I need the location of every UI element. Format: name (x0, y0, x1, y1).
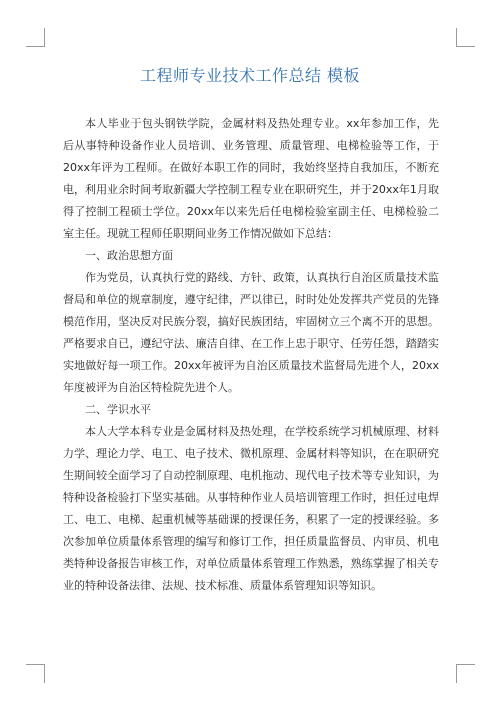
document-body (63, 113, 439, 597)
crop-mark-top-left (26, 28, 45, 47)
section-heading-academic: 二、学识水平 (85, 403, 151, 416)
crop-mark-bottom-right (456, 664, 475, 683)
paragraph-political: 作为党员，认真执行党的路线、方针、政策，认真执行自治区质量技术监督局和单位的规章制度，遵守纪律，严以律已，时时处处发挥共产党员的先锋模范作用，坚决反对民族分裂，搞好民族团结，牢固树立三个离不开的思想。严格要求自已，遵纪守法、廉洁自律、在工作上忠于职守、任劳任怨，踏踏实实地做好每一项工作。20xx年被评为自治区质量技术监督局先进个人，20xx年度被评为自治区特检院先进个人。 (63, 271, 439, 394)
section-heading-political: 一、政治思想方面 (85, 249, 173, 262)
paragraph-intro: 本人毕业于包头钢铁学院，金属材料及热处理专业。xx年参加工作，先后从事特种设备作业人员培训、业务管理、质量管理、电梯检验等工作，于20xx年评为工程师。在做好本职工作的同时，我始终坚持自我加压，不断充电，利用业余时间考取新疆大学控制工程专业在职研究生，并于20xx年1月取得了控制工程硕士学位。20xx年以来先后任电梯检验室副主任、电梯检验二室主任。现就工程师任职期间业务工作情况做如下总结： (63, 117, 439, 240)
paragraph-academic: 本人大学本科专业是金属材料及热处理，在学校系统学习机械原理、材料力学、理论力学、电工、电子技术、微机原理、金属材料等知识，在在职研究生期间较全面学习了自动控制原理、电机拖动、现代电子技术等专业知识，为特种设备检验打下坚实基础。从事特种作业人员培训管理工作时，担任过电焊工、电工、电梯、起重机械等基础课的授课任务，积累了一定的授课经验。多次参加单位质量体系管理的编写和修订工作，担任质量监督员、内审员、机电类特种设备报告审核工作，对单位质量体系管理工作熟悉，熟练掌握了相关专业的特种设备法律、法规、技术标准、质量体系管理知识等知识。 (63, 425, 439, 592)
document-title: 工程师专业技术工作总结 模板 (139, 66, 361, 85)
crop-mark-bottom-left (26, 664, 45, 683)
crop-mark-top-right (456, 28, 475, 47)
